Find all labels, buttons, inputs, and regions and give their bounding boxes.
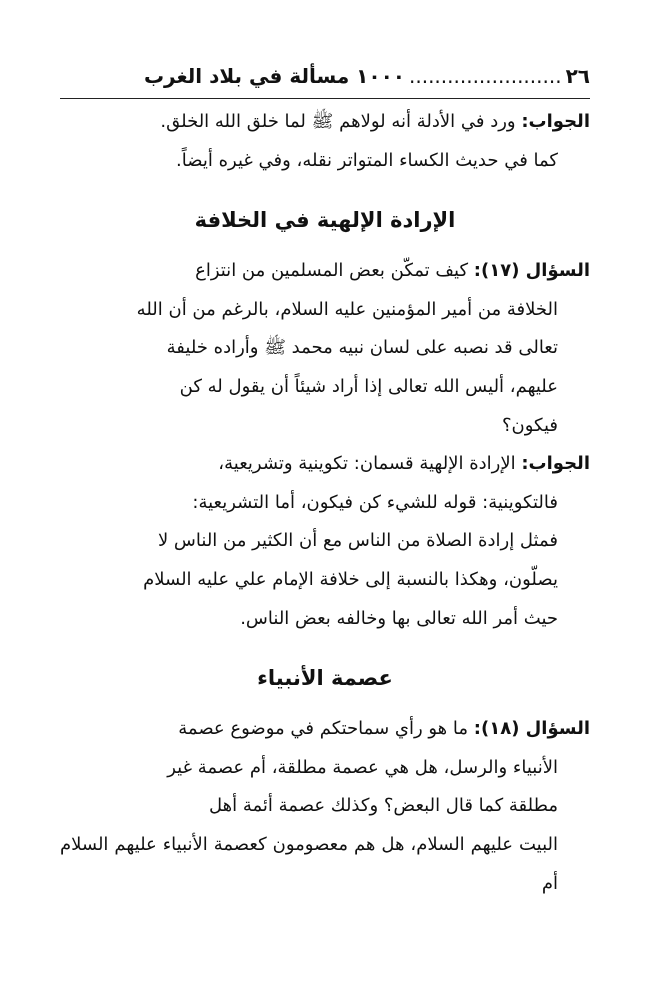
header-dots: ........................ xyxy=(409,64,562,88)
answer-label: الجواب: xyxy=(521,453,590,475)
question-17-line-1: السؤال (١٧): كيف تمكّن بعض المسلمين من انتزاع xyxy=(195,260,590,282)
answer-17-line-4: يصلّون، وهكذا بالنسبة إلى خلافة الإمام علي عليه السلام xyxy=(143,568,558,590)
question-17-line-2: الخلافة من أمير المؤمنين عليه السلام، بالرغم من أن الله xyxy=(136,298,558,320)
question-17 xyxy=(60,252,590,445)
question-17-line-3: تعالى قد نصبه على لسان نبيه محمد ﷺ وأراده خليفة xyxy=(166,337,558,359)
answer-17-line-1: الجواب: الإرادة الإلهية قسمان: تكوينية وتشريعية، xyxy=(218,453,590,475)
page-number: ٢٦ xyxy=(565,64,590,88)
page-content xyxy=(60,103,590,903)
answer-16-line-1: الجواب: ورد في الأدلة أنه لولاهم ﷺ لما خلق الله الخلق. xyxy=(160,111,590,132)
question-18-line-3: مطلقة كما قال البعض؟ وكذلك عصمة أئمة أهل xyxy=(209,795,558,817)
question-18-line-1: السؤال (١٨): ما هو رأي سماحتكم في موضوع عصمة xyxy=(178,718,590,740)
question-label: السؤال (١٧): xyxy=(473,260,590,282)
answer-17-line-3: فمثل إرادة الصلاة من الناس مع أن الكثير من الناس لا xyxy=(157,530,558,552)
question-label: السؤال (١٨): xyxy=(473,718,590,740)
running-title: ١٠٠٠ مسألة في بلاد الغرب xyxy=(143,64,405,88)
question-17-line-4: عليهم، أليس الله تعالى إذا أراد شيئاً أن يقول له كن xyxy=(179,375,558,397)
question-17-line-5: فيكون؟ xyxy=(501,414,558,436)
section-heading-caliphate: الإرادة الإلهية في الخلافة xyxy=(194,208,456,233)
section-heading-infallibility: عصمة الأنبياء xyxy=(257,666,393,691)
question-18 xyxy=(60,710,590,903)
question-18-line-2: الأنبياء والرسل، هل هي عصمة مطلقة، أم عصمة غير xyxy=(167,756,558,778)
answer-17-line-5: حيث أمر الله تعالى بها وخالفه بعض الناس. xyxy=(240,607,558,629)
question-18-line-4: البيت عليهم السلام، هل هم معصومون كعصمة الأنبياء عليهم السلام أم xyxy=(60,833,558,894)
answer-16-line-2: كما في حديث الكساء المتواتر نقله، وفي غيره أيضاً. xyxy=(176,149,558,171)
answer-label: الجواب: xyxy=(521,111,590,132)
answer-16 xyxy=(60,103,590,180)
answer-17-line-2: فالتكوينية: قوله للشيء كن فيكون، أما التشريعية: xyxy=(192,491,558,513)
answer-17 xyxy=(60,445,590,638)
page-header xyxy=(60,54,590,99)
